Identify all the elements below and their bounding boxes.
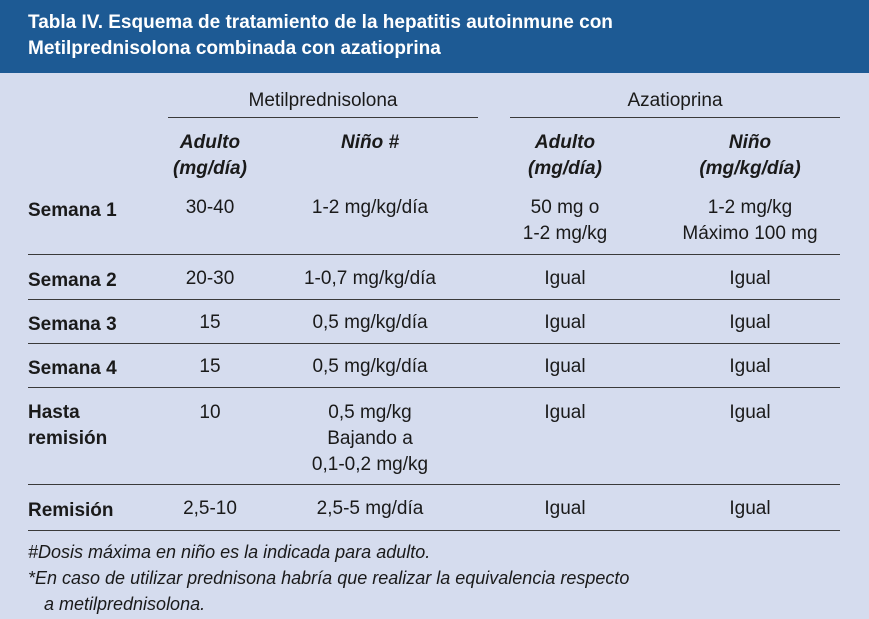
table-title-line-1: Tabla IV. Esquema de tratamiento de la hepatitis autoinmune con	[28, 12, 613, 33]
subheader-aza-adulto: Adulto (mg/día)	[528, 132, 602, 179]
row-divider-4	[28, 387, 840, 388]
cell-r1-c4: 1-2 mg/kg Máximo 100 mg	[682, 197, 818, 244]
cell-r1-c2: 1-2 mg/kg/día	[311, 197, 429, 218]
footnote-prednisona: *En caso de utilizar prednisona habría que realizar la equivalencia respecto	[28, 568, 630, 588]
group-header-metilprednisolona: Metilprednisolona	[248, 90, 398, 111]
cell-r1-c3: 50 mg o 1-2 mg/kg	[522, 197, 608, 244]
subheader-metil-adulto: Adulto (mg/día)	[173, 132, 247, 179]
footnote-prednisona-cont: a metilprednisolona.	[44, 594, 206, 614]
row-label-semana-1: Semana 1	[28, 200, 117, 221]
table-title-line-2: Metilprednisolona combinada con azatioprina	[28, 38, 441, 59]
footnote-dosis-maxima: #Dosis máxima en niño es la indicada para adulto.	[28, 542, 431, 562]
cell-r6-c1: 2,5-10	[183, 498, 237, 519]
row-divider-3	[28, 343, 840, 344]
group-underline-metilprednisolona	[168, 117, 478, 118]
cell-r4-c3: Igual	[544, 356, 586, 377]
cell-r4-c4: Igual	[729, 356, 771, 377]
group-underline-azatioprina	[510, 117, 840, 118]
cell-r4-c1: 15	[199, 356, 221, 377]
cell-r4-c2: 0,5 mg/kg/día	[312, 356, 428, 377]
group-header-azatioprina: Azatioprina	[627, 90, 723, 111]
cell-r5-c2: 0,5 mg/kg Bajando a 0,1-0,2 mg/kg	[311, 402, 429, 475]
row-label-hasta-remision: Hasta remisión	[28, 402, 108, 449]
table-title	[0, 0, 869, 73]
cell-r5-c4: Igual	[729, 402, 771, 423]
row-divider-2	[28, 299, 840, 300]
table-bottom-rule	[28, 530, 840, 531]
cell-r3-c3: Igual	[544, 312, 586, 333]
cell-r5-c3: Igual	[544, 402, 586, 423]
cell-r2-c4: Igual	[729, 268, 771, 289]
subheader-aza-nino: Niño (mg/kg/día)	[699, 132, 801, 179]
subheader-metil-nino: Niño #	[340, 132, 400, 153]
cell-r3-c2: 0,5 mg/kg/día	[312, 312, 428, 333]
cell-r6-c2: 2,5-5 mg/día	[316, 498, 424, 519]
row-label-remision: Remisión	[28, 500, 114, 521]
cell-r3-c4: Igual	[729, 312, 771, 333]
cell-r5-c1: 10	[199, 402, 221, 423]
cell-r2-c3: Igual	[544, 268, 586, 289]
cell-r6-c3: Igual	[544, 498, 586, 519]
cell-r2-c1: 20-30	[185, 268, 235, 289]
cell-r3-c1: 15	[199, 312, 221, 333]
row-label-semana-2: Semana 2	[28, 270, 117, 291]
row-divider-5	[28, 484, 840, 485]
cell-r1-c1: 30-40	[185, 197, 235, 218]
row-divider-1	[28, 254, 840, 255]
row-label-semana-4: Semana 4	[28, 358, 117, 379]
row-label-semana-3: Semana 3	[28, 314, 117, 335]
cell-r6-c4: Igual	[729, 498, 771, 519]
cell-r2-c2: 1-0,7 mg/kg/día	[303, 268, 437, 289]
